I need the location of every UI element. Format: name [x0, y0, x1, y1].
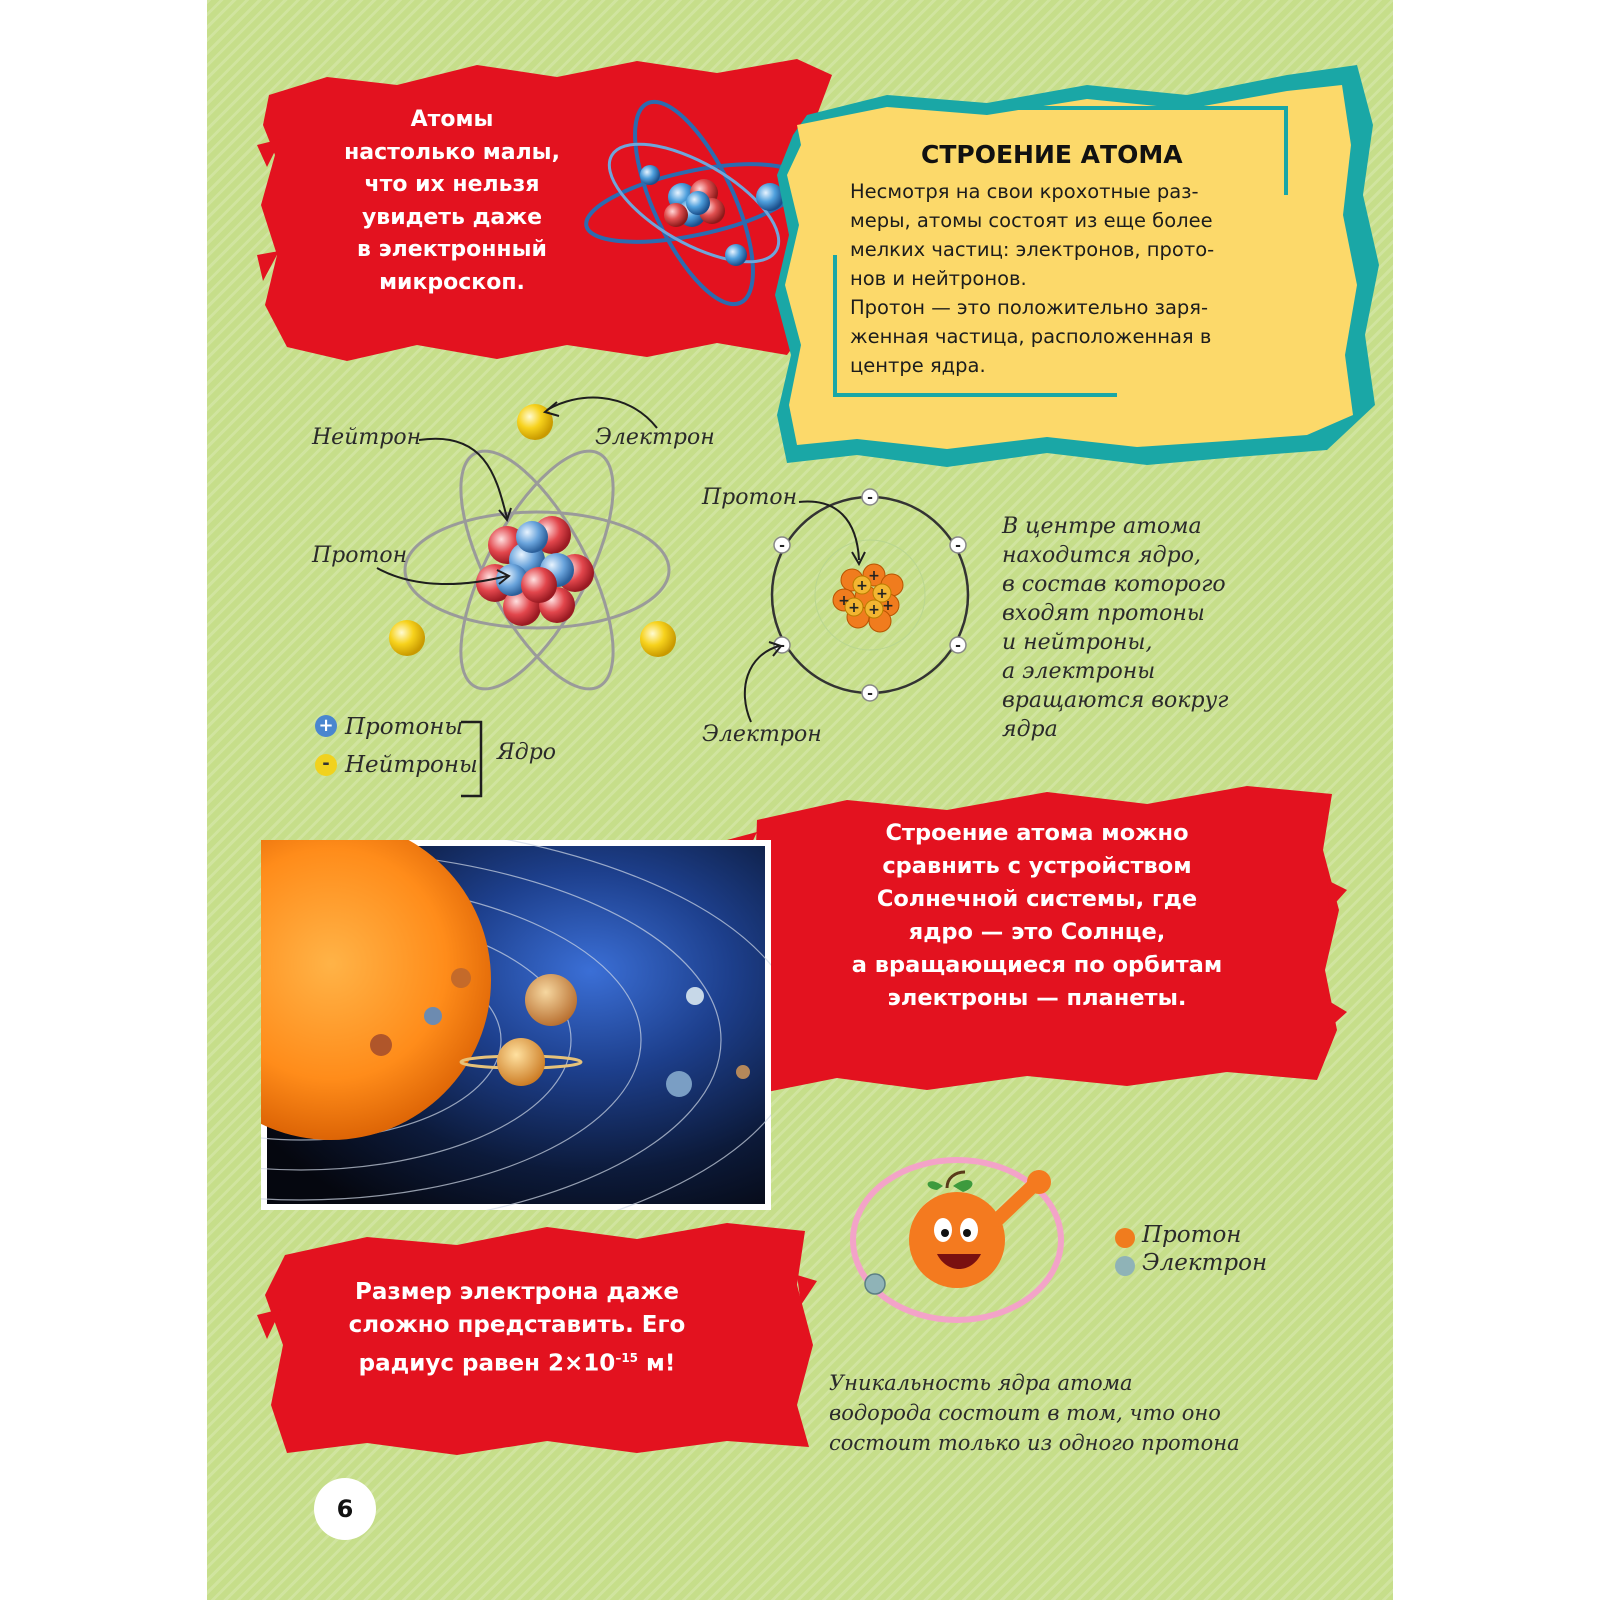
svg-text:-: - — [955, 638, 961, 654]
text-line: ядра — [1002, 717, 1058, 742]
electron-size-text — [317, 1276, 717, 1381]
radius-text: радиус равен 2×10 — [358, 1350, 616, 1377]
text-line: ядро — это Солнце, — [908, 919, 1166, 945]
label-arrows-left — [307, 390, 687, 610]
legend-neutrons-marker: - — [315, 754, 337, 776]
text-line: Уникальность ядра атома — [829, 1371, 1133, 1395]
text-line — [317, 1342, 717, 1381]
page — [207, 0, 1393, 1600]
hydrogen-note — [829, 1368, 1240, 1458]
text-line: что их нельзя — [364, 172, 540, 197]
legend-neutrons-label: Нейтроны — [345, 752, 478, 778]
svg-text:-: - — [867, 490, 873, 506]
svg-text:-: - — [779, 638, 785, 654]
svg-text:+: + — [848, 600, 860, 616]
text-line: мелких частиц: электронов, прото- — [850, 238, 1215, 261]
text-line: находится ядро, — [1002, 543, 1201, 568]
text-line: в электронный — [357, 237, 547, 262]
text-line: настолько малы, — [344, 139, 560, 165]
text-line: и нейтроны, — [1002, 630, 1153, 655]
legend-protons-label: Протоны — [345, 714, 464, 740]
text-line: увидеть даже — [361, 204, 543, 230]
text-line: меры, атомы состоят из еще более — [850, 209, 1213, 232]
text-line: сложно представить. Его — [348, 1312, 686, 1338]
label-electron-right: Электрон — [702, 722, 822, 747]
label-proton: Протон — [312, 543, 408, 568]
svg-text:+: + — [838, 593, 850, 609]
label-electron: Электрон — [595, 425, 715, 450]
legend-bracket — [459, 720, 499, 800]
text-line: В центре атома — [1002, 514, 1202, 539]
svg-text:-: - — [779, 538, 785, 554]
svg-text:+: + — [868, 602, 880, 618]
legend-proton-label: Протон — [1142, 1222, 1242, 1248]
legend-electron-dot — [1115, 1256, 1135, 1276]
svg-text:-: - — [867, 686, 873, 702]
solar-system-image — [261, 840, 771, 1210]
proton-mascot-illustration — [847, 1150, 1077, 1340]
text-line: Протон — это положительно заря- — [850, 296, 1209, 319]
text-line: Несмотря на свои крохотные раз- — [850, 180, 1199, 203]
atoms-small-text — [302, 104, 602, 299]
legend-protons-marker: + — [315, 715, 337, 737]
radius-unit: м! — [638, 1350, 676, 1377]
text-line: водорода состоит в том, что оно — [829, 1401, 1221, 1425]
text-line: Солнечной системы, где — [876, 886, 1198, 912]
text-line: состоит только из одного протона — [829, 1431, 1240, 1455]
atom-structure-title: СТРОЕНИЕ АТОМА — [921, 140, 1183, 169]
svg-text:+: + — [876, 586, 888, 602]
text-line: а электроны — [1002, 659, 1156, 684]
label-arrows-right — [737, 490, 887, 740]
legend-proton-dot — [1115, 1228, 1135, 1248]
nucleus-note — [1002, 512, 1228, 744]
svg-text:+: + — [856, 578, 868, 594]
label-proton-right: Протон — [702, 485, 798, 510]
text-line: Атомы — [410, 107, 494, 132]
text-line: Строение атома можно — [885, 820, 1189, 846]
text-line: входят протоны — [1002, 601, 1205, 626]
atom-structure-text — [850, 177, 1214, 380]
page-number: 6 — [314, 1478, 376, 1540]
svg-text:-: - — [955, 538, 961, 554]
text-line: Размер электрона даже — [355, 1279, 679, 1305]
svg-text:+: + — [882, 598, 894, 614]
legend-nucleus-label: Ядро — [497, 740, 557, 765]
text-line: женная частица, расположенная в — [850, 325, 1212, 348]
label-neutron: Нейтрон — [312, 425, 422, 450]
text-line: вращаются вокруг — [1002, 688, 1229, 713]
legend-electron-label: Электрон — [1142, 1250, 1268, 1276]
text-line: а вращающиеся по орбитам — [851, 952, 1223, 978]
text-line: микроскоп. — [379, 269, 525, 295]
text-line: сравнить с устройством — [882, 853, 1192, 879]
radius-exponent: –15 — [615, 1351, 639, 1365]
solar-comparison-text — [767, 817, 1307, 1015]
text-line: в состав которого — [1002, 572, 1226, 597]
text-line: нов и нейтронов. — [850, 267, 1027, 290]
text-line: электроны — планеты. — [887, 985, 1187, 1011]
text-line: центре ядра. — [850, 354, 986, 377]
svg-text:+: + — [868, 568, 880, 584]
